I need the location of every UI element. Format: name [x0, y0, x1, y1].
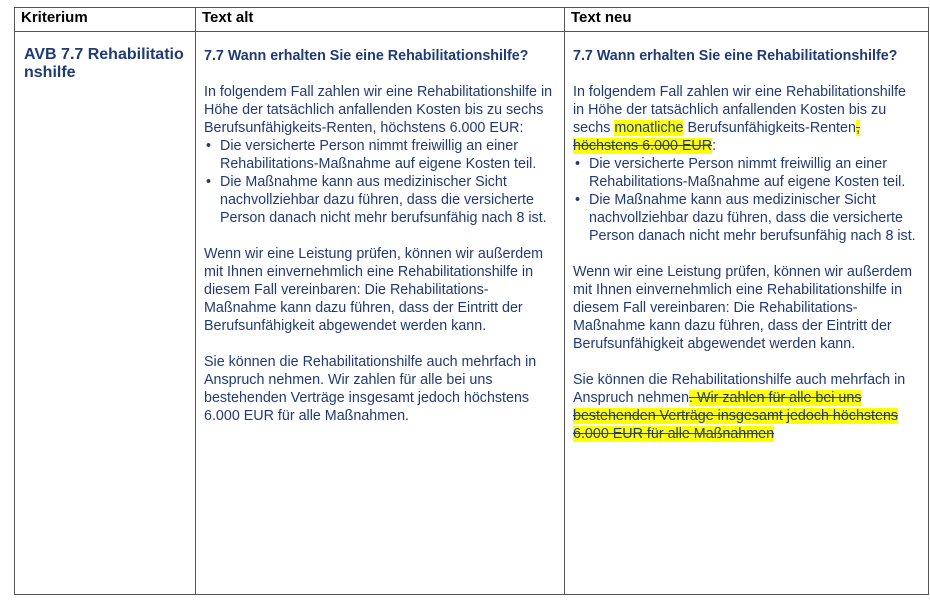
neu-bullet-item: • Die Maßnahme kann aus medizinischer Sicht nachvollziehbar dazu führen, dass die versicherte Person danach nicht mehr berufsunfähig nach 8 ist.	[573, 191, 920, 245]
header-text-neu: Text neu	[565, 8, 929, 32]
neu-intro-text: :	[712, 138, 717, 154]
table-row	[15, 32, 929, 595]
alt-bullet-item: • Die Maßnahme kann aus medizinischer Sicht nachvollziehbar dazu führen, dass die versicherte Person danach nicht mehr berufsunfähig nach 8 ist.	[204, 173, 556, 227]
neu-paragraph-3-text: Sie können die Rehabilitationshilfe auch mehrfach in Anspruch nehmen	[573, 372, 906, 406]
header-text-alt: Text alt	[196, 8, 565, 32]
alt-paragraph-3: Sie können die Rehabilitationshilfe auch mehrfach in Anspruch nehmen. Wir zahlen für alle bei uns bestehenden Verträge insgesamt jedoch höchstens 6.000 EUR für alle Maßnahmen.	[204, 354, 537, 424]
text-neu-cell	[565, 32, 929, 595]
neu-bullet-list	[573, 155, 920, 245]
neu-paragraph-3	[573, 371, 920, 443]
alt-paragraph-2: Wenn wir eine Leistung prüfen, können wir außerdem mit Ihnen einvernehmlich eine Rehabilitationshilfe in diesem Fall vereinbaren: Die Rehabilitations-Maßnahme kann dazu führen, dass der Eintritt der Berufsunfähigkeit abgewendet werden kann.	[204, 246, 544, 334]
neu-intro	[573, 83, 920, 155]
neu-intro-text: In folgendem Fall zahlen wir eine Rehabilitationshilfe in Höhe der tatsächlich anfallenden Kosten bis zu sechs	[573, 84, 906, 136]
header-row	[15, 8, 929, 32]
neu-intro-text: Berufsunfähigkeits-Renten	[683, 120, 856, 136]
neu-paragraph-2: Wenn wir eine Leistung prüfen, können wir außerdem mit Ihnen einvernehmlich eine Rehabilitationshilfe in diesem Fall vereinbaren: Die Rehabilitations-Maßnahme kann dazu führen, dass der Eintritt der Berufsunfähigkeit abgewendet werden kann.	[573, 264, 913, 352]
alt-intro: In folgendem Fall zahlen wir eine Rehabilitationshilfe in Höhe der tatsächlich anfallenden Kosten bis zu sechs Berufsunfähigkeits-Renten, höchstens 6.000 EUR:	[204, 84, 553, 136]
alt-bullet-list	[204, 137, 556, 227]
text-alt-cell	[196, 32, 565, 595]
kriterium-cell	[15, 32, 196, 595]
deleted-text: . Wir zahlen für alle bei uns bestehenden Verträge insgesamt jedoch höchstens 6.000 EUR für alle Maßnahmen	[573, 390, 899, 442]
header-kriterium: Kriterium	[15, 8, 196, 32]
comparison-table	[14, 7, 929, 595]
deleted-text: , höchstens 6.000 EUR	[573, 120, 860, 154]
alt-bullet-item: • Die versicherte Person nimmt freiwillig an einer Rehabilitations-Maßnahme auf eigene Kosten teil.	[204, 137, 556, 173]
neu-heading: 7.7 Wann erhalten Sie eine Rehabilitationshilfe?	[573, 48, 898, 64]
neu-bullet-item: • Die versicherte Person nimmt freiwillig an einer Rehabilitations-Maßnahme auf eigene Kosten teil.	[573, 155, 920, 191]
alt-heading: 7.7 Wann erhalten Sie eine Rehabilitationshilfe?	[204, 48, 529, 64]
inserted-text: monatliche	[614, 120, 684, 136]
kriterium-label: AVB 7.7 Rehabilitationshilfe	[24, 46, 184, 81]
